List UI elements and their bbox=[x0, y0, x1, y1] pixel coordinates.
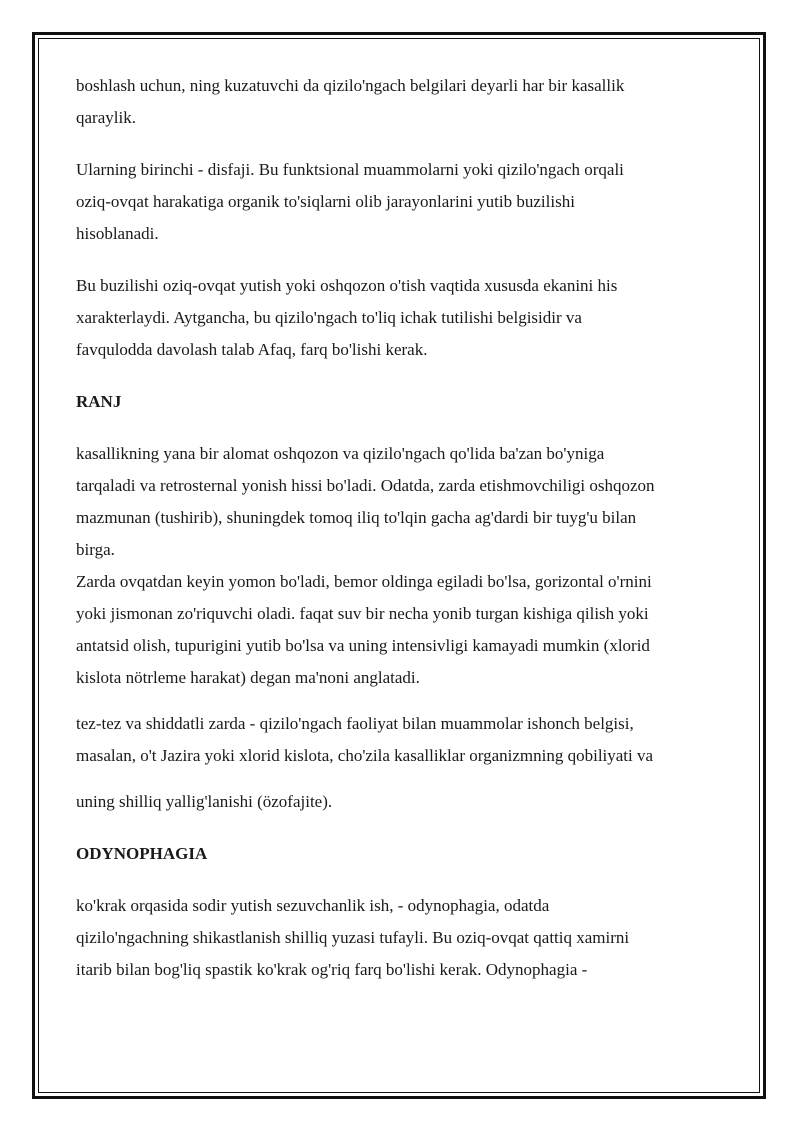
text-line: Bu buzilishi oziq-ovqat yutish yoki oshqozon o'tish vaqtida xususda ekanini his bbox=[76, 276, 618, 295]
paragraph-7 bbox=[76, 890, 726, 986]
paragraph-1 bbox=[76, 70, 726, 134]
text-line: itarib bilan bog'liq spastik ko'krak og'riq farq bo'lishi kerak. Odynophagia - bbox=[76, 960, 588, 979]
paragraph-4 bbox=[76, 438, 726, 566]
paragraph-5 bbox=[76, 566, 726, 694]
text-line: boshlash uchun, ning kuzatuvchi da qizilo'ngach belgilari deyarli har bir kasallik bbox=[76, 76, 625, 95]
text-line: qizilo'ngachning shikastlanish shilliq yuzasi tufayli. Bu oziq-ovqat qattiq xamirni bbox=[76, 928, 630, 947]
document-body bbox=[76, 70, 726, 1006]
section-heading-ranj: RANJ bbox=[76, 392, 122, 411]
text-line: masalan, o't Jazira yoki xlorid kislota, cho'zila kasalliklar organizmning qobiliyati va bbox=[76, 746, 654, 765]
paragraph-3 bbox=[76, 270, 726, 366]
text-line: kislota nötrleme harakat) degan ma'noni anglatadi. bbox=[76, 668, 420, 687]
text-line: xarakterlaydi. Aytgancha, bu qizilo'ngach to'liq ichak tutilishi belgisidir va bbox=[76, 308, 582, 327]
text-line: favqulodda davolash talab Afaq, farq bo'lishi kerak. bbox=[76, 340, 428, 359]
text-line: oziq-ovqat harakatiga organik to'siqlarni olib jarayonlarini yutib buzilishi bbox=[76, 192, 575, 211]
text-line: antatsid olish, tupurigini yutib bo'lsa va uning intensivligi kamayadi mumkin (xlorid bbox=[76, 636, 650, 655]
section-heading-odynophagia: ODYNOPHAGIA bbox=[76, 844, 208, 863]
text-line: mazmunan (tushirib), shuningdek tomoq iliq to'lqin gacha ag'dardi bir tuyg'u bilan bbox=[76, 508, 637, 527]
text-line: hisoblanadi. bbox=[76, 224, 159, 243]
paragraph-6 bbox=[76, 708, 726, 818]
text-line: uning shilliq yallig'lanishi (özofajite). bbox=[76, 792, 333, 811]
text-line: birga. bbox=[76, 540, 115, 559]
text-line: tarqaladi va retrosternal yonish hissi bo'ladi. Odatda, zarda etishmovchiligi oshqozon bbox=[76, 476, 655, 495]
text-line: tez-tez va shiddatli zarda - qizilo'ngach faoliyat bilan muammolar ishonch belgisi, bbox=[76, 714, 634, 733]
text-line: ko'krak orqasida sodir yutish sezuvchanlik ish, - odynophagia, odatda bbox=[76, 896, 550, 915]
text-line: qaraylik. bbox=[76, 108, 136, 127]
paragraph-2 bbox=[76, 154, 726, 250]
text-line: Zarda ovqatdan keyin yomon bo'ladi, bemor oldinga egiladi bo'lsa, gorizontal o'rnini bbox=[76, 572, 652, 591]
text-line: yoki jismonan zo'riquvchi oladi. faqat suv bir necha yonib turgan kishiga qilish yoki bbox=[76, 604, 649, 623]
text-line: Ularning birinchi - disfaji. Bu funktsional muammolarni yoki qizilo'ngach orqali bbox=[76, 160, 624, 179]
text-line: kasallikning yana bir alomat oshqozon va qizilo'ngach qo'lida ba'zan bo'yniga bbox=[76, 444, 605, 463]
